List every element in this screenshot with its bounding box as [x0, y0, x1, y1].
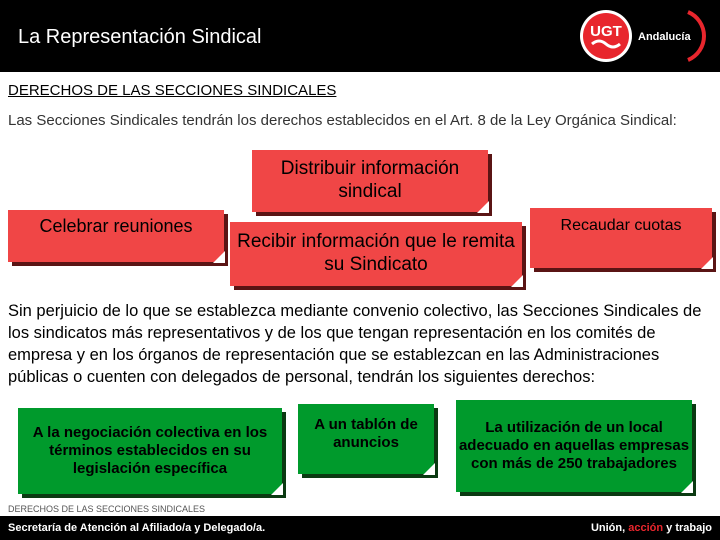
logo-badge-text: UGT [590, 23, 622, 40]
body-paragraph: Sin perjuicio de lo que se establezca mediante convenio colectivo, las Secciones Sindicales de los sindicatos más representativos y de los que tengan representación en los comités de empresa y en los órganos de representación que se establezcan en las Administraciones públicas o cuenten con delegados de personal, tendrán los siguientes derechos: [8, 302, 702, 386]
ugt-handshake-logo-icon [578, 6, 708, 66]
right-celebrar-box [8, 210, 224, 262]
right-negociacion-box [18, 408, 282, 494]
right-recibir-label: Recibir información que le remita su Sindicato [237, 231, 515, 275]
footer-slogan [591, 522, 712, 534]
intro-text: Las Secciones Sindicales tendrán los derechos establecidos en el Art. 8 de la Ley Orgánica Sindical: [8, 112, 677, 129]
footer-left-text: Secretaría de Atención al Afiliado/a y Delegado/a. [8, 522, 266, 534]
right-recibir-box [230, 222, 522, 286]
footer-bar [0, 516, 720, 540]
right-tablon-box [298, 404, 434, 474]
logo-region-text: Andalucía [638, 31, 691, 43]
footer-slogan-part2: y trabajo [663, 522, 712, 534]
section-title: DERECHOS DE LAS SECCIONES SINDICALES [8, 82, 337, 99]
footer-section-label: DERECHOS DE LAS SECCIONES SINDICALES [8, 504, 206, 514]
footer-slogan-part1: Unión, [590, 522, 629, 534]
page-title: La Representación Sindical [18, 26, 262, 48]
footer-slogan-accent: acción [628, 522, 664, 534]
header-bar [0, 0, 720, 72]
right-negociacion-label: A la negociación colectiva en los términos establecidos en su legislación específica [32, 424, 268, 477]
right-recaudar-label: Recaudar cuotas [560, 217, 682, 234]
right-recaudar-box [530, 208, 712, 268]
right-local-label: La utilización de un local adecuado en aquellas empresas con más de 250 trabajadores [458, 419, 690, 472]
right-tablon-label: A un tablón de anuncios [314, 416, 418, 451]
right-celebrar-label: Celebrar reuniones [39, 216, 193, 236]
right-local-box [456, 400, 692, 492]
right-distribuir-box [252, 150, 488, 212]
right-distribuir-label: Distribuir información sindical [280, 158, 460, 202]
